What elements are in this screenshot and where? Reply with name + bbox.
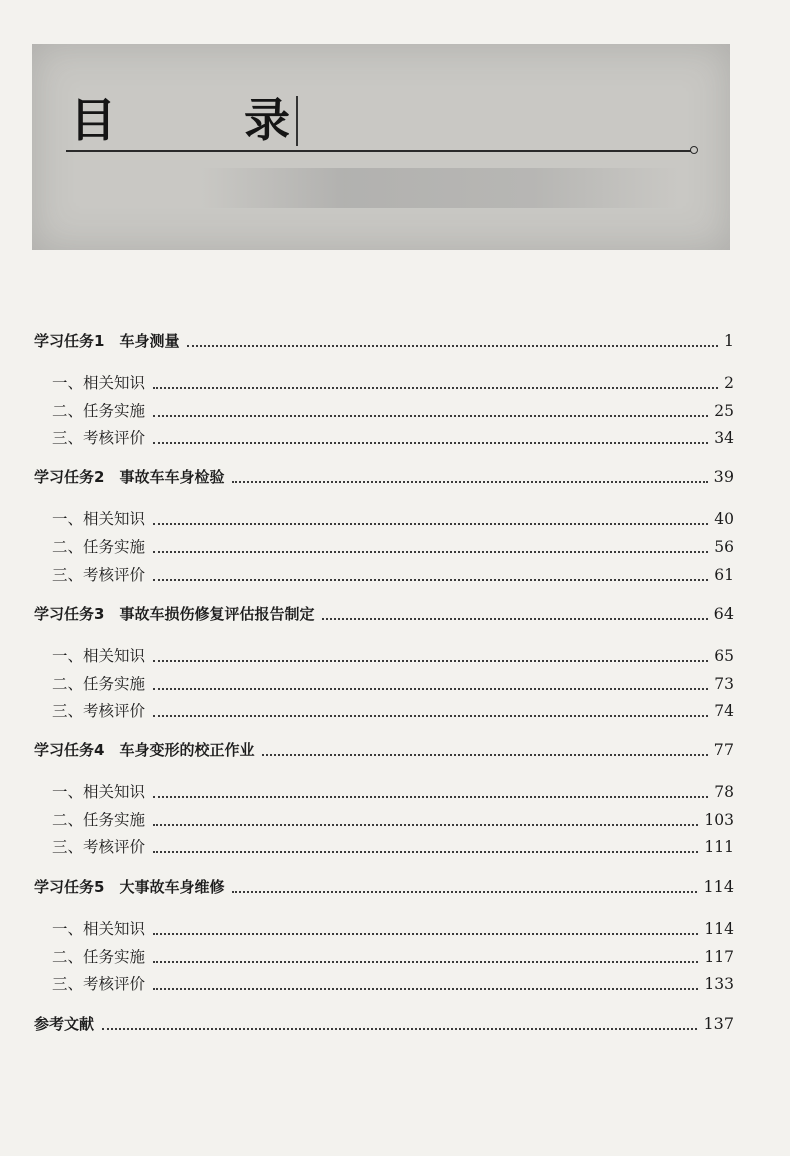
toc-entry-page-number: 133 xyxy=(704,975,734,993)
dot-leader xyxy=(153,988,698,990)
dot-leader xyxy=(153,660,708,662)
toc-section-entry[interactable] xyxy=(52,396,734,422)
dot-leader xyxy=(153,824,698,826)
toc-entry-label: 二、任务实施 xyxy=(52,675,146,693)
toc-task-entry[interactable] xyxy=(34,1009,734,1035)
toc-section-entry[interactable] xyxy=(52,942,734,968)
toc-section-entry[interactable] xyxy=(52,368,734,394)
dot-leader xyxy=(187,345,717,347)
toc-entry-page-number: 78 xyxy=(714,783,734,801)
toc-entry-label: 学习任务1 车身测量 xyxy=(34,332,180,350)
dot-leader xyxy=(153,851,698,853)
toc-entry-page-number: 56 xyxy=(714,538,734,556)
toc-entry-label: 三、考核评价 xyxy=(52,702,146,720)
dot-leader xyxy=(322,618,707,620)
toc-entry-label: 一、相关知识 xyxy=(52,783,146,801)
toc-entry-page-number: 61 xyxy=(714,566,734,584)
toc-entry-page-number: 114 xyxy=(704,920,734,938)
dot-leader xyxy=(153,415,708,417)
toc-section-entry[interactable] xyxy=(52,423,734,449)
toc-entry-label: 二、任务实施 xyxy=(52,402,146,420)
dot-leader xyxy=(232,891,697,893)
toc-entry-page-number: 40 xyxy=(714,510,734,528)
dot-leader xyxy=(153,933,698,935)
toc-entry-label: 学习任务5 大事故车身维修 xyxy=(34,878,225,896)
toc-entry-page-number: 114 xyxy=(703,877,734,896)
toc-entry-label: 三、考核评价 xyxy=(52,429,146,447)
toc-entry-label: 一、相关知识 xyxy=(52,510,146,528)
dot-leader xyxy=(153,551,708,553)
dot-leader xyxy=(153,688,708,690)
toc-entry-label: 三、考核评价 xyxy=(52,975,146,993)
toc-section-entry[interactable] xyxy=(52,669,734,695)
toc-entry-label: 二、任务实施 xyxy=(52,538,146,556)
toc-entry-page-number: 111 xyxy=(704,838,734,856)
toc-section-entry[interactable] xyxy=(52,641,734,667)
page-title-char-1: 目 xyxy=(70,93,116,147)
dot-leader xyxy=(153,523,708,525)
toc-entry-label: 一、相关知识 xyxy=(52,920,146,938)
toc-entry-label: 三、考核评价 xyxy=(52,566,146,584)
toc-entry-page-number: 77 xyxy=(713,740,734,759)
toc-task-entry[interactable] xyxy=(34,599,734,625)
toc-entry-label: 一、相关知识 xyxy=(52,647,146,665)
toc-entry-label: 二、任务实施 xyxy=(52,948,146,966)
dot-leader xyxy=(153,442,708,444)
toc-section-entry[interactable] xyxy=(52,914,734,940)
toc-entry-label: 三、考核评价 xyxy=(52,838,146,856)
toc-entry-page-number: 25 xyxy=(714,402,734,420)
toc-section-entry[interactable] xyxy=(52,805,734,831)
dot-leader xyxy=(153,796,708,798)
toc-section-entry[interactable] xyxy=(52,532,734,558)
toc-entry-label: 一、相关知识 xyxy=(52,374,146,392)
toc-task-entry[interactable] xyxy=(34,326,734,352)
toc-entry-page-number: 64 xyxy=(713,604,734,623)
toc-entry-label: 二、任务实施 xyxy=(52,811,146,829)
toc-entry-label: 学习任务4 车身变形的校正作业 xyxy=(34,741,255,759)
dot-leader xyxy=(153,387,718,389)
page-title-char-2: 录 xyxy=(244,93,290,147)
toc-entry-page-number: 74 xyxy=(714,702,734,720)
toc-entry-page-number: 34 xyxy=(714,429,734,447)
dot-leader xyxy=(232,481,707,483)
toc-section-entry[interactable] xyxy=(52,777,734,803)
dot-leader xyxy=(262,754,707,756)
toc-task-entry[interactable] xyxy=(34,872,734,898)
toc-entry-page-number: 117 xyxy=(704,948,734,966)
toc-entry-label: 学习任务3 事故车损伤修复评估报告制定 xyxy=(34,605,315,623)
toc-task-entry[interactable] xyxy=(34,735,734,761)
toc-section-entry[interactable] xyxy=(52,504,734,530)
toc-entry-page-number: 1 xyxy=(723,331,734,350)
toc-section-entry[interactable] xyxy=(52,969,734,995)
dot-leader xyxy=(153,961,698,963)
toc-section-entry[interactable] xyxy=(52,560,734,586)
toc-entry-page-number: 73 xyxy=(714,675,734,693)
dot-leader xyxy=(102,1028,697,1030)
toc-entry-label: 学习任务2 事故车车身检验 xyxy=(34,468,225,486)
dot-leader xyxy=(153,715,708,717)
toc-entry-label: 参考文献 xyxy=(34,1015,95,1033)
toc-section-entry[interactable] xyxy=(52,832,734,858)
dot-leader xyxy=(153,579,708,581)
toc-entry-page-number: 65 xyxy=(714,647,734,665)
toc-task-entry[interactable] xyxy=(34,462,734,488)
toc-section-entry[interactable] xyxy=(52,696,734,722)
toc-entry-page-number: 103 xyxy=(704,811,734,829)
toc-entry-page-number: 2 xyxy=(724,374,734,392)
toc-entry-page-number: 39 xyxy=(713,467,734,486)
toc-entry-page-number: 137 xyxy=(703,1014,734,1033)
